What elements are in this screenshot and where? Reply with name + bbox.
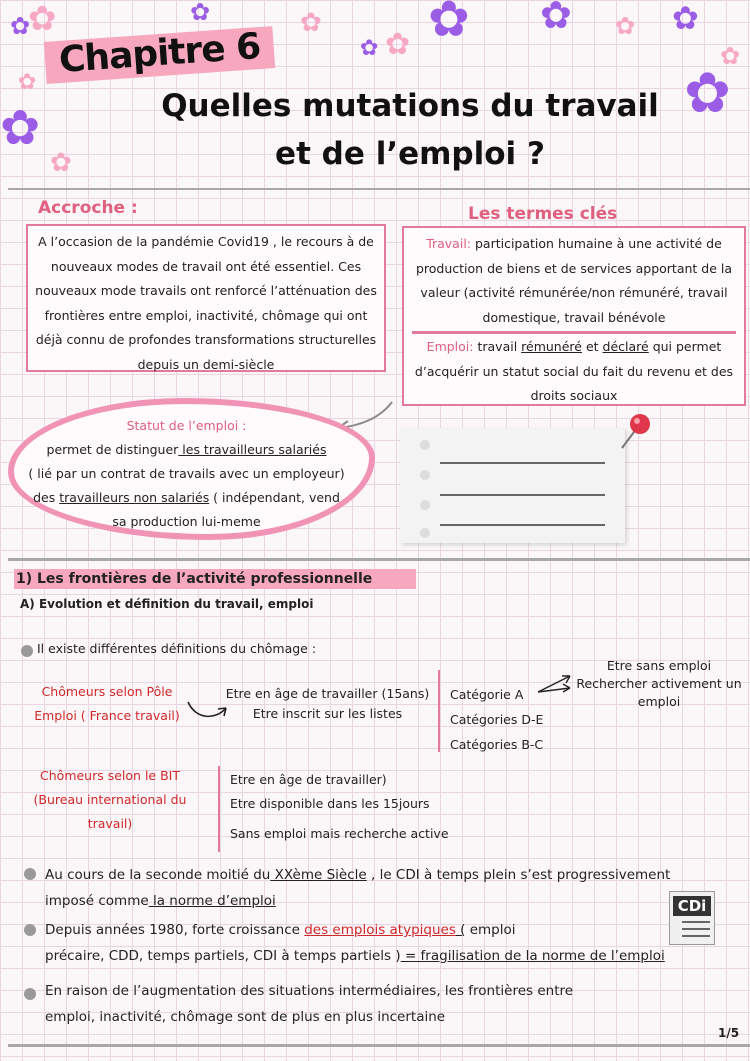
pole-emploi-label	[22, 680, 192, 728]
detail: Etre sans emploi	[606, 658, 712, 673]
flower-icon: ✿	[720, 42, 741, 70]
bullet-text	[45, 917, 735, 969]
label-line: Chômeurs selon le BIT	[40, 768, 180, 783]
xxe-siecle: XXème Siècle	[270, 867, 367, 883]
criterion: Etre inscrit sur les listes	[252, 706, 403, 721]
label-line: Chômeurs selon Pôle	[41, 684, 173, 699]
travail-label: Travail:	[426, 236, 471, 251]
bullet-text	[45, 862, 735, 914]
flower-icon: ✿	[28, 0, 57, 39]
statut-content	[14, 414, 359, 534]
norme-emploi: la norme d’emploi	[148, 893, 276, 909]
note-line	[440, 462, 605, 464]
emploi-text: et	[581, 339, 603, 354]
pole-categories	[450, 682, 543, 757]
label-line: travail)	[87, 816, 133, 831]
flower-icon: ✿	[684, 61, 731, 126]
bullet-icon	[24, 988, 36, 1000]
flower-icon: ✿	[18, 70, 37, 95]
text: (	[455, 922, 466, 938]
label-line: Emploi ( France travail)	[34, 708, 180, 723]
flower-icon: ✿	[385, 27, 411, 62]
cdi-document-icon	[669, 891, 715, 945]
bullet-icon	[24, 868, 36, 880]
pole-criteria	[215, 684, 440, 724]
emploi-definition	[406, 335, 742, 409]
label-line: (Bureau international du	[33, 792, 187, 807]
flower-icon: ✿	[672, 0, 699, 37]
bullet-icon	[21, 645, 33, 657]
text: , le CDI à temps plein s’est progressivement	[366, 867, 671, 883]
criterion: Etre en âge de travailler (15ans)	[225, 686, 430, 701]
emploi-label: Emploi:	[426, 339, 474, 354]
ring	[420, 440, 430, 450]
separator-line	[438, 670, 440, 752]
statut-line	[14, 438, 359, 462]
text: emploi	[465, 922, 516, 938]
divider	[8, 558, 750, 561]
travail-definition	[406, 232, 742, 330]
flower-icon: ✿	[540, 0, 572, 37]
criterion: Etre en âge de travailler)	[230, 772, 387, 787]
cat-a-details	[568, 657, 750, 711]
statut-text: des	[33, 490, 60, 505]
doc-line	[682, 928, 710, 930]
flower-icon: ✿	[0, 100, 41, 156]
bullet-icon	[24, 924, 36, 936]
statut-line: sa production lui-meme	[112, 514, 261, 529]
title-line-1: Quelles mutations du travail	[161, 88, 659, 124]
category: Catégories D-E	[450, 712, 544, 727]
travail-text: participation humaine à une activité de production de biens et de services apportant de la valeur (activité rémunérée/non rémunéré, travail domestique, travail bénévole	[415, 236, 733, 325]
emploi-declare: déclaré	[602, 339, 649, 354]
category: Catégories B-C	[450, 737, 544, 752]
statut-text: permet de distinguer	[46, 442, 179, 457]
flower-icon: ✿	[50, 148, 72, 178]
text: précaire, CDD, temps partiels, CDI à temps partiels )	[45, 948, 401, 964]
separator-line	[218, 766, 220, 852]
text: emploi, inactivité, chômage sont de plus en plus incertaine	[45, 1009, 446, 1025]
title-line-2: et de l’emploi ?	[275, 136, 545, 172]
page-number: 1/5	[718, 1026, 740, 1040]
statut-heading: Statut de l’emploi :	[126, 418, 247, 433]
ring	[420, 500, 430, 510]
fragilisation: = fragilisation de la norme de l’emploi	[400, 948, 665, 964]
salaries-term: les travailleurs salariés	[178, 442, 327, 457]
accroche-text: A l’occasion de la pandémie Covid19 , le recours à de nouveaux modes de travail ont été essentiel. Ces nouveaux mode travails ont renforcé l’atténuation des frontières entre emploi, inactivité, chômage qui ont déjà connu de profondes transformations structurelles depuis un demi-siècle	[35, 234, 377, 372]
note-line	[440, 524, 605, 526]
bullet-text	[45, 978, 735, 1030]
flower-icon: ✿	[428, 0, 470, 48]
ring	[420, 528, 430, 538]
text: imposé comme	[45, 893, 149, 909]
text: En raison de l’augmentation des situations intermédiaires, les frontières entre	[45, 983, 574, 999]
criterion: Sans emploi mais recherche active	[230, 826, 449, 841]
bit-label	[22, 764, 198, 836]
accroche-box	[26, 224, 386, 372]
chomage-intro: Il existe différentes définitions du chômage :	[37, 641, 317, 656]
emploi-remunere: rémunéré	[521, 339, 582, 354]
emploi-text: qui permet d’acquérir un statut social du fait du revenu et des droits sociaux	[414, 339, 734, 403]
termes-box	[402, 226, 746, 406]
flower-icon: ✿	[10, 12, 31, 40]
notepad-illustration	[400, 428, 625, 543]
chapter-banner: Chapitre 6	[44, 26, 276, 84]
non-salaries-term: travailleurs non salariés	[59, 490, 210, 505]
detail: Rechercher activement un	[576, 676, 742, 691]
termes-heading: Les termes clés	[468, 204, 618, 224]
section-title: 1) Les frontières de l’activité professionnelle	[14, 569, 416, 589]
statut-line	[14, 486, 359, 510]
emploi-text: travail	[473, 339, 522, 354]
text: Depuis années 1980, forte croissance	[45, 922, 305, 938]
note-line	[440, 494, 605, 496]
page-title	[110, 82, 710, 178]
termes-separator	[412, 331, 736, 334]
detail: emploi	[637, 694, 681, 709]
text: Au cours de la seconde moitié du	[45, 867, 271, 883]
doc-line	[682, 935, 710, 937]
emplois-atypiques: des emplois atypiques	[304, 922, 456, 938]
flower-icon: ✿	[615, 12, 636, 40]
statut-line: ( lié par un contrat de travails avec un employeur)	[28, 466, 345, 481]
criterion: Etre disponible dans les 15jours	[230, 796, 430, 811]
ring	[420, 470, 430, 480]
divider	[8, 1044, 750, 1047]
category: Catégorie A	[450, 687, 524, 702]
flower-icon: ✿	[360, 36, 379, 61]
section-subtitle: A) Evolution et définition du travail, emploi	[20, 597, 314, 611]
statut-text: ( indépendant, vend	[209, 490, 340, 505]
divider	[8, 188, 750, 190]
flower-icon: ✿	[300, 8, 322, 38]
flower-icon: ✿	[190, 0, 211, 26]
pushpin-icon	[614, 410, 654, 454]
accroche-heading: Accroche :	[38, 198, 138, 218]
cdi-label: CDi	[673, 896, 711, 916]
doc-line	[682, 921, 710, 923]
bit-criteria	[230, 768, 449, 846]
